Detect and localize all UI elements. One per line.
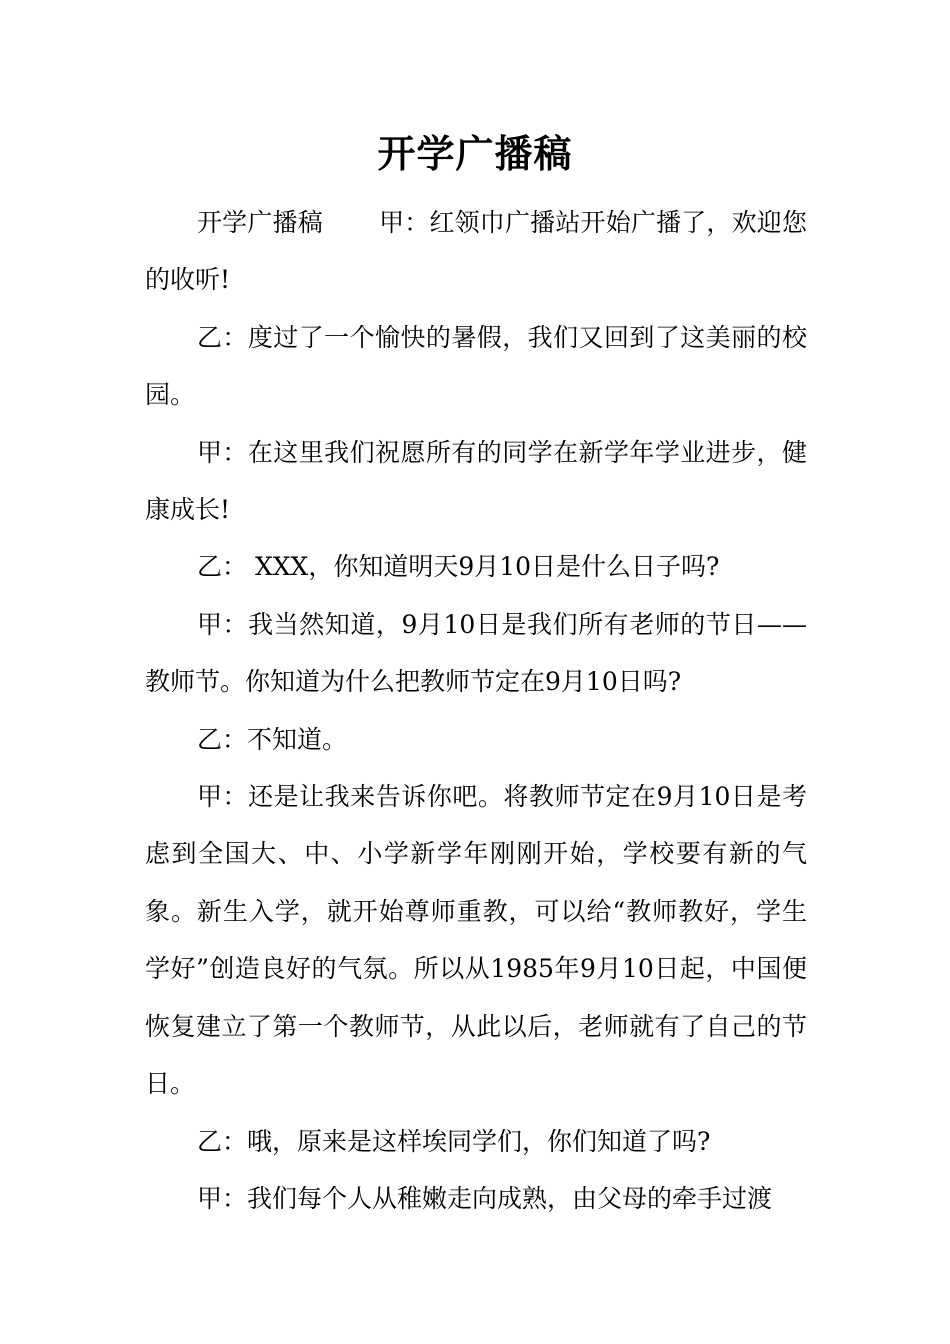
paragraph-3: 甲：在这里我们祝愿所有的同学在新学年学业进步，健康成长! bbox=[145, 437, 807, 525]
document-title: 开学广播稿 bbox=[377, 131, 573, 176]
paragraph-lead: 开学广播稿 bbox=[197, 208, 323, 237]
paragraph-1 bbox=[145, 194, 807, 309]
paragraph-7: 甲：还是让我来告诉你吧。将教师节定在9月10日是考虑到全国大、中、小学新学年刚刚开始，学校要有新的气象。新生入学，就开始尊师重教，可以给“教师教好，学生学好”创造良好的气氛。所以从1985年9月10日起，中国便恢复建立了第一个教师节，从此以后，老师就有了自己的节日。 bbox=[145, 782, 807, 1099]
paragraph-6: 乙：不知道。 bbox=[197, 724, 348, 754]
paragraph-5: 甲：我当然知道，9月10日是我们所有老师的节日——教师节。你知道为什么把教师节定在9月10日吗? bbox=[145, 609, 807, 697]
paragraph-1-text: 甲：红领巾广播站开始广播了，欢迎您的收听! bbox=[145, 208, 807, 295]
paragraph-4: 乙： XXX，你知道明天9月10日是什么日子吗? bbox=[197, 552, 720, 582]
paragraph-8: 乙：哦，原来是这样埃同学们，你们知道了吗? bbox=[197, 1126, 711, 1156]
paragraph-2: 乙：度过了一个愉快的暑假，我们又回到了这美丽的校园。 bbox=[145, 322, 807, 410]
paragraph-9: 甲：我们每个人从稚嫩走向成熟，由父母的牵手过渡 bbox=[197, 1183, 773, 1213]
document-body bbox=[145, 194, 807, 1227]
